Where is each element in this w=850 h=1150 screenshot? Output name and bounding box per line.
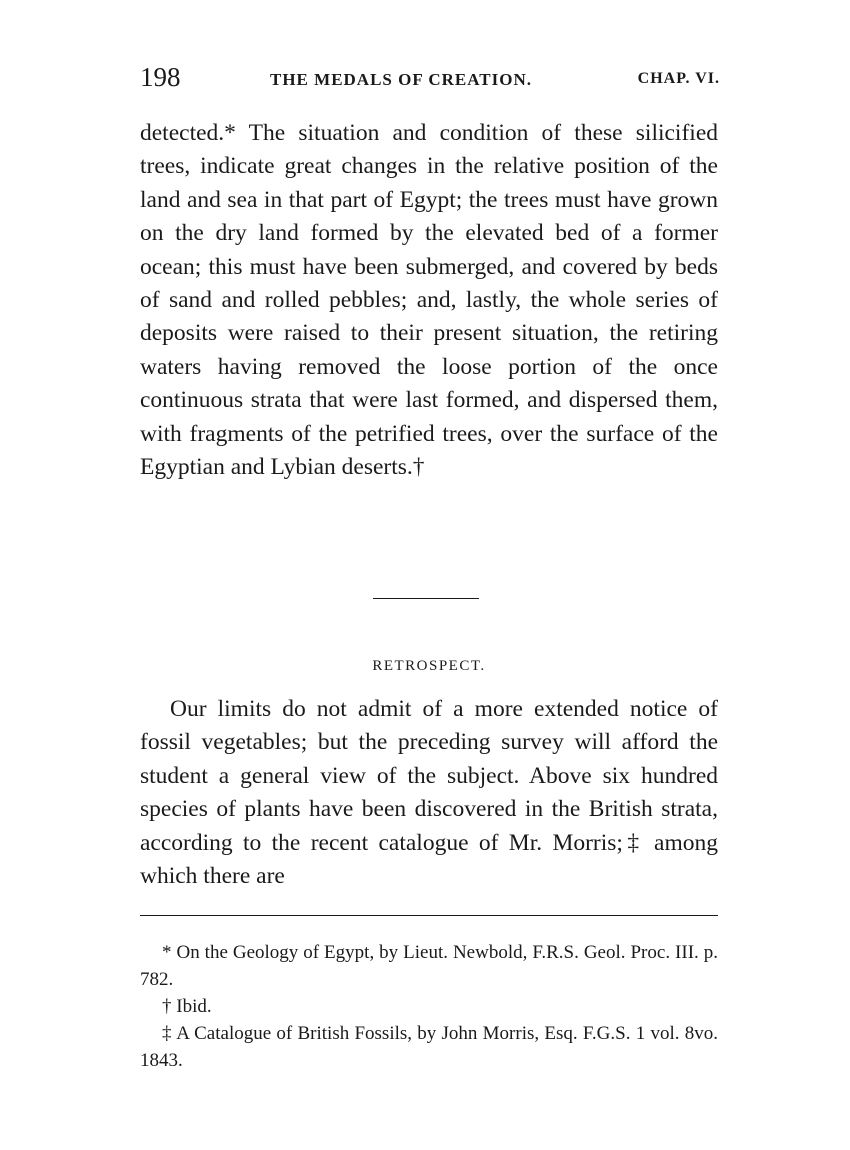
footnote: ‡ A Catalogue of British Fossils, by John Morris, Esq. F.G.S. 1 vol. 8vo. 1843. — [140, 1023, 718, 1071]
footnotes — [140, 939, 718, 1074]
footnote-divider — [140, 915, 718, 916]
body-paragraph: Our limits do not admit of a more extended notice of fossil vegetables; but the preceding survey will afford the student a general view of the subject. Above six hundred species of plants have been discovered in the British strata, according to the recent catalogue of Mr. Morris;‡ among which there are — [140, 696, 718, 890]
running-title: THE MEDALS OF CREATION. — [270, 70, 532, 89]
footnote: * On the Geology of Egypt, by Lieut. Newbold, F.R.S. Geol. Proc. III. p. 782. — [140, 942, 718, 990]
body-paragraph: detected.* The situation and condition of these silicified trees, indicate great changes in the relative position of the land and sea in that part of Egypt; the trees must have grown on the dry land formed by the elevated bed of a former ocean; this must have been submerged, and covered by beds of sand and rolled pebbles; and, lastly, the whole series of deposits were raised to their present situation, the retiring waters having removed the loose portion of the once continuous strata that were last formed, and dispersed them, with fragments of the petrified trees, over the surface of the Egyptian and Lybian deserts.† — [140, 120, 718, 481]
footnote: † Ibid. — [162, 996, 212, 1017]
chapter-label: CHAP. VI. — [637, 70, 720, 87]
section-divider — [373, 598, 479, 599]
page-number: 198 — [140, 62, 181, 92]
section-title: RETROSPECT. — [372, 658, 486, 674]
page-header — [140, 62, 720, 98]
